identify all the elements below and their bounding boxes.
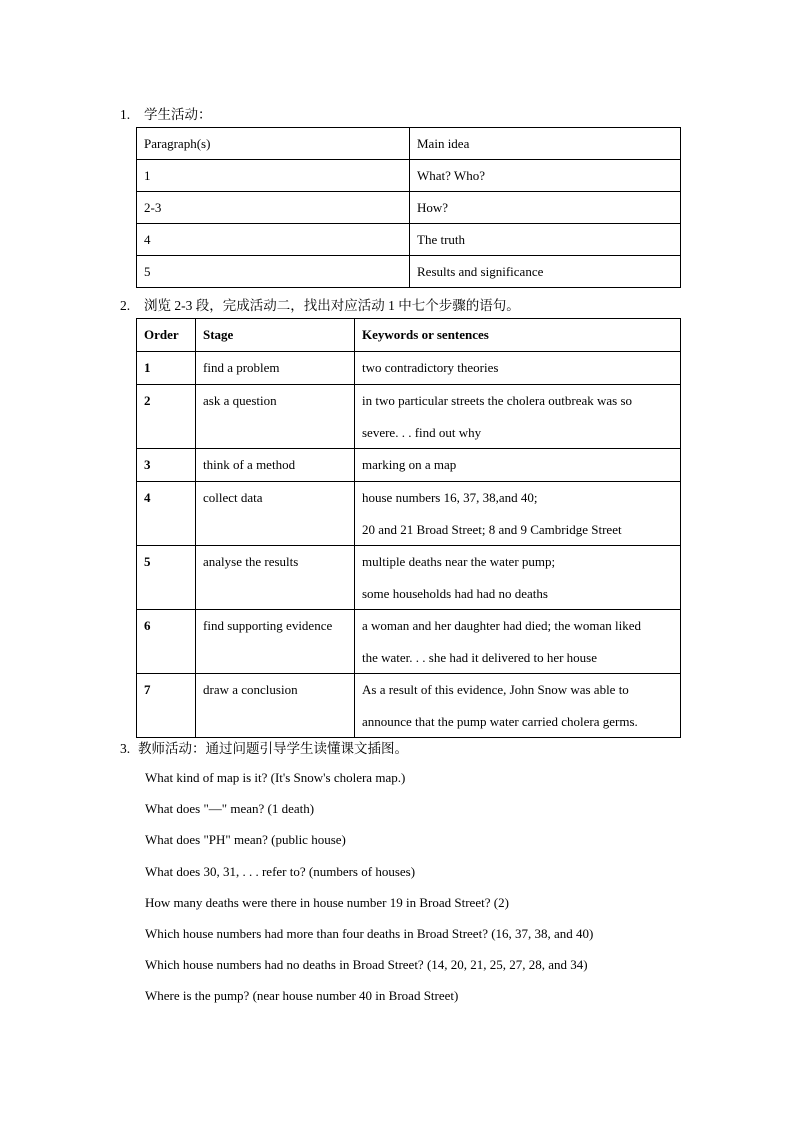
question-item: Which house numbers had more than four deaths in Broad Street? (16, 37, 38, and 40) bbox=[145, 925, 594, 941]
keywords-cell bbox=[355, 449, 681, 482]
section-3-title: 教师活动：通过问题引导学生读懂课文插图。 bbox=[138, 741, 408, 756]
keywords-line: marking on a map bbox=[362, 457, 457, 472]
question-item: What kind of map is it? (It's Snow's cholera map.) bbox=[145, 770, 406, 785]
table-row bbox=[137, 482, 681, 546]
order-cell: 7 bbox=[137, 674, 196, 738]
section-2-heading bbox=[120, 294, 520, 314]
keywords-line: multiple deaths near the water pump; bbox=[362, 554, 556, 569]
section-2-number: 2. bbox=[120, 298, 131, 313]
header-keywords: Keywords or sentences bbox=[355, 319, 681, 352]
stage-cell: draw a conclusion bbox=[196, 674, 355, 738]
keywords-line: a woman and her daughter had died; the woman liked bbox=[362, 618, 642, 633]
keywords-cell bbox=[355, 385, 681, 449]
header-stage: Stage bbox=[196, 319, 355, 352]
order-cell: 1 bbox=[137, 352, 196, 385]
keywords-cell bbox=[355, 352, 681, 385]
table-row bbox=[137, 610, 681, 674]
order-cell: 5 bbox=[137, 546, 196, 610]
stage-cell: ask a question bbox=[196, 385, 355, 449]
question-item: Where is the pump? (near house number 40 in Broad Street) bbox=[145, 988, 459, 1004]
paragraph-main-idea-table bbox=[136, 127, 681, 288]
section-2-title: 浏览 2-3 段，完成活动二，找出对应活动 1 中七个步骤的语句。 bbox=[144, 298, 520, 313]
header-main-idea: Main idea bbox=[410, 128, 681, 160]
question-item: What does "—" mean? (1 death) bbox=[145, 801, 315, 817]
table-header-row bbox=[137, 319, 681, 352]
stage-cell: think of a method bbox=[196, 449, 355, 482]
table-row bbox=[137, 256, 681, 288]
keywords-line: in two particular streets the cholera outbreak was so bbox=[362, 393, 633, 408]
order-cell: 3 bbox=[137, 449, 196, 482]
table-row bbox=[137, 192, 681, 224]
stage-cell: find supporting evidence bbox=[196, 610, 355, 674]
main-idea-cell: The truth bbox=[410, 224, 681, 256]
table-row bbox=[137, 449, 681, 482]
header-order: Order bbox=[137, 319, 196, 352]
section-1-number: 1. bbox=[120, 107, 131, 122]
main-idea-cell: Results and significance bbox=[410, 256, 681, 288]
main-idea-cell: How? bbox=[410, 192, 681, 224]
keywords-cell bbox=[355, 610, 681, 674]
keywords-cell bbox=[355, 674, 681, 738]
paragraph-cell: 2-3 bbox=[137, 192, 410, 224]
keywords-line: some households had had no deaths bbox=[362, 585, 548, 601]
keywords-line: announce that the pump water carried cholera germs. bbox=[362, 713, 638, 729]
order-cell: 2 bbox=[137, 385, 196, 449]
question-item: What does 30, 31, . . . refer to? (numbers of houses) bbox=[145, 863, 416, 879]
section-3-number: 3. bbox=[120, 741, 131, 756]
keywords-line: 20 and 21 Broad Street; 8 and 9 Cambridge Street bbox=[362, 521, 622, 537]
keywords-cell bbox=[355, 482, 681, 546]
paragraph-cell: 1 bbox=[137, 160, 410, 192]
section-1-title: 学生活动： bbox=[144, 107, 212, 122]
keywords-cell bbox=[355, 546, 681, 610]
stage-cell: analyse the results bbox=[196, 546, 355, 610]
section-1-heading bbox=[120, 103, 212, 123]
keywords-line: severe. . . find out why bbox=[362, 424, 482, 440]
table-row bbox=[137, 160, 681, 192]
stage-cell: collect data bbox=[196, 482, 355, 546]
order-cell: 4 bbox=[137, 482, 196, 546]
stage-cell: find a problem bbox=[196, 352, 355, 385]
stage-keywords-table bbox=[136, 318, 681, 738]
keywords-line: the water. . . she had it delivered to her house bbox=[362, 649, 598, 665]
section-3-heading bbox=[120, 737, 408, 757]
table-row bbox=[137, 674, 681, 738]
question-item: How many deaths were there in house number 19 in Broad Street? (2) bbox=[145, 894, 509, 910]
main-idea-cell: What? Who? bbox=[410, 160, 681, 192]
question-item: What does "PH" mean? (public house) bbox=[145, 832, 346, 848]
paragraph-cell: 5 bbox=[137, 256, 410, 288]
table-row bbox=[137, 546, 681, 610]
table-row bbox=[137, 352, 681, 385]
table-row bbox=[137, 224, 681, 256]
keywords-line: house numbers 16, 37, 38,and 40; bbox=[362, 490, 538, 505]
question-list bbox=[145, 762, 593, 1012]
keywords-line: As a result of this evidence, John Snow was able to bbox=[362, 682, 629, 697]
paragraph-cell: 4 bbox=[137, 224, 410, 256]
question-item: Which house numbers had no deaths in Broad Street? (14, 20, 21, 25, 27, 28, and 34) bbox=[145, 957, 588, 973]
keywords-line: two contradictory theories bbox=[362, 360, 499, 375]
header-paragraphs: Paragraph(s) bbox=[137, 128, 410, 160]
table-row bbox=[137, 385, 681, 449]
table-header-row bbox=[137, 128, 681, 160]
order-cell: 6 bbox=[137, 610, 196, 674]
